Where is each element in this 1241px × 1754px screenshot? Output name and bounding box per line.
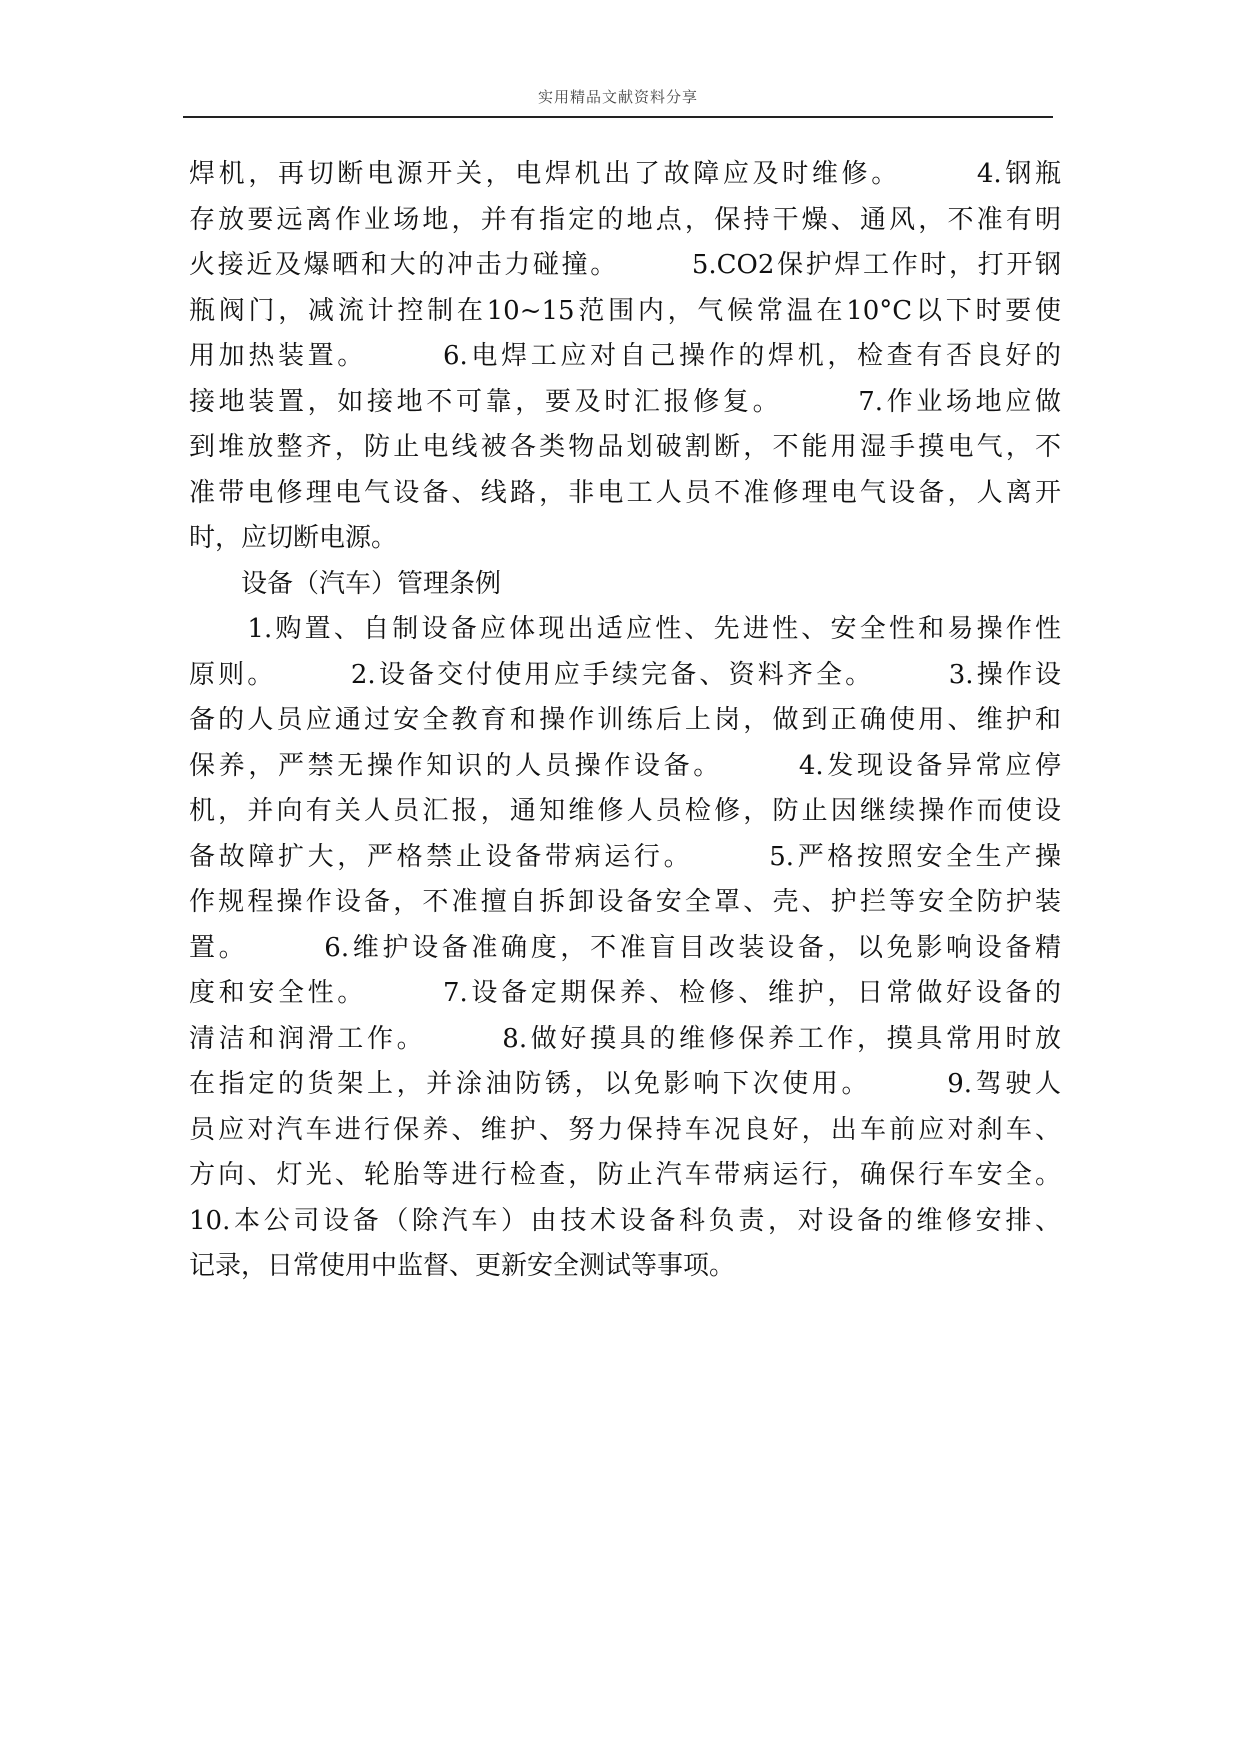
text-line: 火接近及爆晒和大的冲击力碰撞。 5.CO2保护焊工作时，打开钢: [189, 250, 1061, 280]
section-heading: 设备（汽车）管理条例: [189, 568, 502, 599]
text-line: 1.购置、自制设备应体现出适应性、先进性、安全性和易操作性: [189, 614, 1061, 644]
text-line: 作规程操作设备，不准擅自拆卸设备安全罩、壳、护拦等安全防护装: [189, 887, 1061, 917]
text-line: 焊机，再切断电源开关，电焊机出了故障应及时维修。 4.钢瓶: [189, 159, 1061, 189]
text-line: 原则。 2.设备交付使用应手续完备、资料齐全。 3.操作设: [189, 659, 1061, 690]
text-line: 备的人员应通过安全教育和操作训练后上岗，做到正确使用、维护和: [189, 705, 1061, 735]
text-line: 清洁和润滑工作。 8.做好摸具的维修保养工作，摸具常用时放: [189, 1023, 1061, 1054]
text-line: 置。 6.维护设备准确度，不准盲目改装设备，以免影响设备精: [189, 932, 1061, 963]
text-line: 度和安全性。 7.设备定期保养、检修、维护，日常做好设备的: [189, 978, 1061, 1008]
page-header-title: 实用精品文献资料分享: [537, 88, 698, 106]
text-line: 用加热装置。 6.电焊工应对自己操作的焊机，检查有否良好的: [189, 341, 1061, 371]
text-line: 机，并向有关人员汇报，通知维修人员检修，防止因继续操作而使设: [189, 796, 1061, 826]
document-body: [189, 152, 1061, 1290]
text-line: 接地装置，如接地不可靠，要及时汇报修复。 7.作业场地应做: [189, 386, 1061, 417]
text-line: 10.本公司设备（除汽车）由技术设备科负责，对设备的维修安排、: [189, 1205, 1061, 1236]
text-line: 保养，严禁无操作知识的人员操作设备。 4.发现设备异常应停: [189, 750, 1061, 781]
text-line: 记录，日常使用中监督、更新安全测试等事项。: [189, 1251, 736, 1281]
text-line: 瓶阀门，减流计控制在10~15范围内，气候常温在10°C以下时要使: [189, 295, 1061, 326]
text-line: 方向、灯光、轮胎等进行检查，防止汽车带病运行，确保行车安全。: [189, 1160, 1061, 1190]
text-line: 准带电修理电气设备、线路，非电工人员不准修理电气设备，人离开: [189, 477, 1061, 508]
text-line: 到堆放整齐，防止电线被各类物品划破割断，不能用湿手摸电气，不: [189, 432, 1061, 462]
text-line: 员应对汽车进行保养、维护、努力保持车况良好，出车前应对刹车、: [189, 1114, 1061, 1145]
text-line: 备故障扩大，严格禁止设备带病运行。 5.严格按照安全生产操: [189, 841, 1061, 872]
text-line: 存放要远离作业场地，并有指定的地点，保持干燥、通风，不准有明: [189, 204, 1061, 235]
page-header: [183, 86, 1053, 118]
text-line: 在指定的货架上，并涂油防锈，以免影响下次使用。 9.驾驶人: [189, 1069, 1061, 1099]
text-line: 时，应切断电源。: [189, 523, 398, 553]
